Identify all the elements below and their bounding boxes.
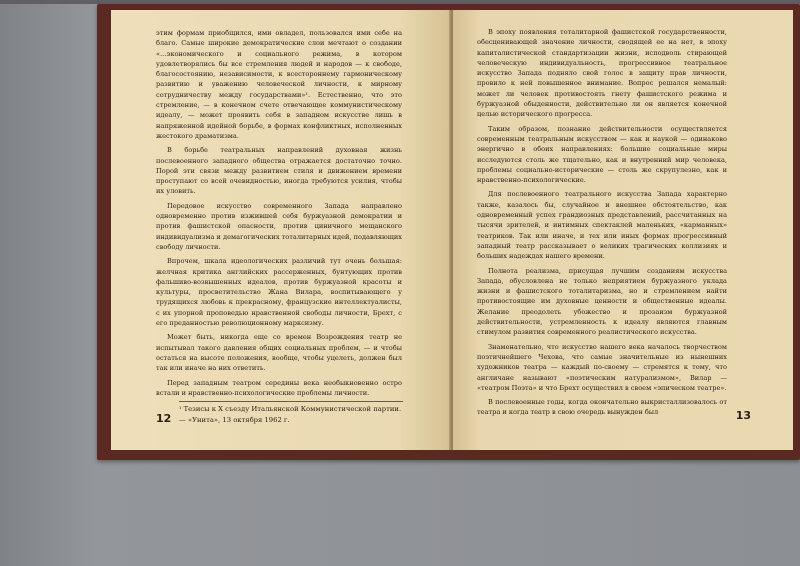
paragraph: В борьбе театральных направлений духовная жизнь послевоенного западного общества отражается достаточно точно. Порой эти связи между развитием стиля и движением времени проступают со всей очевидностью, иногда требуются усилия, чтобы их уловить. bbox=[156, 146, 402, 196]
paragraph: Таким образом, познание действительности осуществляется современным театральным искусством — как и наукой — одинаково энергично в обоих направлениях: большие социальные миры исследуются столь же тщательно, как и внутренний мир человека, проблемы социально-исторические — столь же скрупулезно, как и нравственно-психологические. bbox=[477, 124, 727, 185]
footnote bbox=[179, 401, 403, 425]
paragraph: Полнота реализма, присущая лучшим созданиям искусства Запада, обусловлена не только неприятием буржуазного уклада жизни и фашистского тоталитаризма, но и стремлением найти противостоящие им духовные ценности и общественные идеалы. Желание преодолеть убожество и прозаизм буржуазной действительности, устремленность к идеалу являются главным стимулом развития современного реалистического искусства. bbox=[477, 266, 727, 337]
paragraph: этим формам приобщился, ими овладел, пользовался ими себе на благо. Самые широкие демократические слои мечтают о создании «…экономического и социального режима, в котором удовлетворялись бы все стремления людей и народов — к свободе, благосостоянию, независимости, к всестороннему гармоническому развитию и уважению человеческой личности, к мирному сотрудничеству между государствами»¹. Естественно, что это стремление, — в конечном счете отвечающее коммунистическому идеалу, — может проявить себя в западном искусстве лишь в напряженной идейной борьбе, в формах конфликтных, исполненных жестокого драматизма. bbox=[156, 29, 402, 140]
right-page bbox=[453, 10, 793, 450]
paragraph: Впрочем, шкала идеологических различий тут очень большая: желчная критика английских рассерженных, бунтующих против фальшиво-возвышенных идеалов, против буржуазной красоты и культуры, просветительство Жана Вилара, воспитывающего у трудящихся любовь к прекрасному, французские интеллектуалисты, с их упорной проповедью нравственной свободы личности, Брехт, с его преданностью революционному марксизму. bbox=[156, 257, 402, 328]
paragraph: В эпоху появления тоталитарной фашистской государственности, обесценивающей значение личности, сводящей ее на нет, в эпоху капиталистической стандартизации жизни, исподволь стирающей человеческую индивидуальность, прогрессивное театральное искусство Запада подняло свой голос в защиту прав личности, провило к ней повышенное внимание. Вопрос решался немалый: может ли человек противостоять гнету фашистского режима и буржуазной обыденности, действительно ли он является конечной целью исторического прогресса. bbox=[477, 28, 727, 119]
page-number-right: 13 bbox=[735, 409, 751, 422]
page-number-left: 12 bbox=[156, 412, 172, 425]
left-page bbox=[111, 10, 450, 450]
footnote-text: Тезисы к X съезду Итальянской Коммунистической партии. — «Унита», 13 октября 1962 г. bbox=[179, 405, 402, 424]
paragraph: В послевоенные годы, когда окончательно выкристаллизовалось от театра и когда театр в свою очередь вынужден был bbox=[477, 398, 727, 417]
right-page-text bbox=[477, 27, 727, 418]
paragraph: Перед западным театром середины века необыкновенно остро встали и нравственно-психологические проблемы личности. bbox=[156, 378, 402, 397]
footnote-mark: ¹ bbox=[179, 406, 182, 413]
paragraph: Для послевоенного театрального искусства Запада характерно также, казалось бы, случайное и внешнее обстоятельство, как одновременный успех грандиозных представлений, рассчитанных на тысячи зрителей, и интимных спектаклей маленьких, «карманных» театриков. Так или иначе, и тех или иных формах прогрессивный западный театр рассказывает о великих трагических коллизиях и больших надеждах нашего времени. bbox=[477, 190, 727, 261]
paragraph: Передовое искусство современного Запада направлено одновременно против изжившей себя буржуазной демократии и против фашистской опасности, против циничного мещанского индивидуализма и демагогических тоталитарных идей, подавляющих свободу личности. bbox=[156, 201, 403, 251]
open-book bbox=[97, 4, 800, 460]
paragraph: Знаменательно, что искусство нашего века началось творчеством поэтичнейшего Чехова, что самые значительные из нынешних художников театра — каждый по-своему — стремятся к тому, что англичане называют «поэтическим натурализмом», Вилар — «театром Поэта» и что Брехт осуществил в своем «эпическом театре». bbox=[477, 342, 727, 392]
left-page-text bbox=[156, 28, 402, 398]
paragraph: Может быть, никогда еще со времен Возрождения театр не испытывал такого давления общих социальных проблем, — и чтобы остаться на высоте положения, вообще, чтобы уцелеть, должен был так или иначе на них ответить. bbox=[156, 333, 402, 373]
